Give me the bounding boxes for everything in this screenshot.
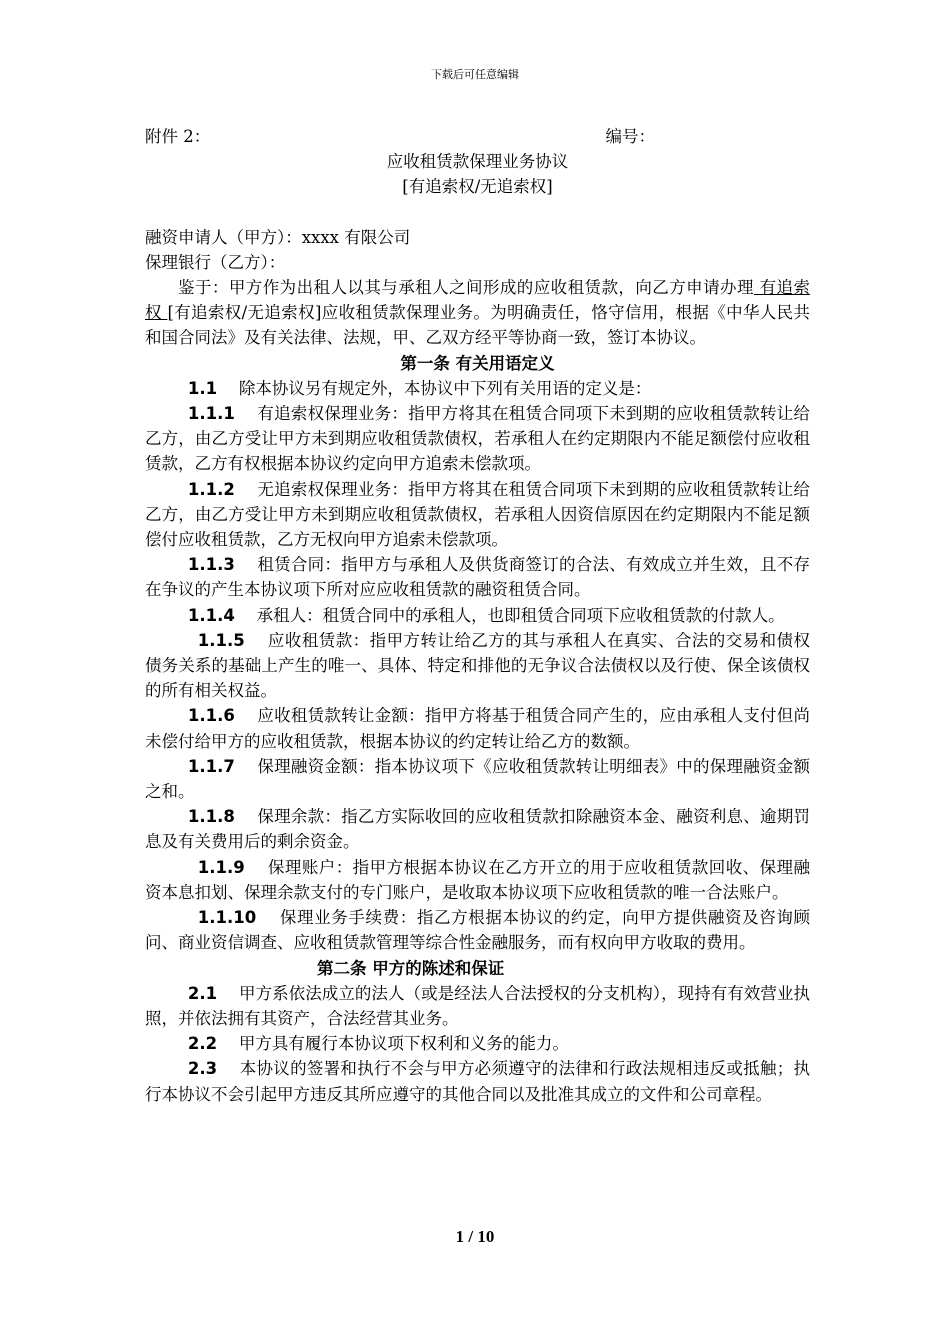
preamble-part-1: 鉴于：甲方作为出租人以其与承租人之间形成的应收租赁款，向乙方申请办理 bbox=[178, 278, 754, 298]
clause-1-1: 1.1 除本协议另有规定外，本协议中下列有关用语的定义是： bbox=[187, 378, 652, 398]
party-b: 保理银行（乙方）： bbox=[145, 252, 286, 272]
clause-1-1-8: 1.1.8 保理余款：指乙方实际收回的应收租赁款扣除融资本金、融资利息、逾期罚息及有关费用后的剩余资金。 bbox=[145, 807, 811, 852]
clause-2-3: 2.3 本协议的签署和执行不会与甲方必须遵守的法律和行政法规相违反或抵触；执行本协议不会引起甲方违反其所应遵守的其他合同以及批准其成立的文件和公司章程。 bbox=[145, 1059, 810, 1104]
article-2-title: 第二条 甲方的陈述和保证 bbox=[317, 958, 505, 978]
clause-1-1-7: 1.1.7 保理融资金额：指本协议项下《应收租赁款转让明细表》中的保理融资金额之和。 bbox=[145, 756, 811, 802]
number-label: 编号： bbox=[605, 127, 655, 146]
clause-1-1-1: 1.1.1 有追索权保理业务：指甲方将其在租赁合同项下未到期的应收租赁款转让给乙方，由乙方受让甲方未到期应收租赁款债权，若承租人在约定期限内不能足额偿付应收租赁款，乙方有权根据本协议约定向甲方追索未偿款项。 bbox=[145, 404, 811, 474]
preamble bbox=[145, 275, 810, 351]
document-body bbox=[145, 124, 810, 1107]
clause-1-1-3: 1.1.3 租赁合同：指甲方与承租人及供货商签订的合法、有效成立并生效，且不存在争议的产生本协议项下所对应应收租赁款的融资租赁合同。 bbox=[145, 555, 811, 600]
preamble-part-2: [有追索权/无追索权]应收租赁款保理业务。为明确责任，恪守信用，根据《中华人民共和国合同法》及有关法律、法规，甲、乙双方经平等协商一致，签订本协议。 bbox=[145, 303, 811, 348]
page-header-note: 下载后可任意编辑 bbox=[431, 68, 519, 81]
clause-2-1: 2.1 甲方系依法成立的法人（或是经法人合法授权的分支机构），现持有有效营业执照，并依法拥有其资产，合法经营其业务。 bbox=[145, 983, 811, 1028]
clause-1-1-10: 1.1.10 保理业务手续费：指乙方根据本协议的约定，向甲方提供融资及咨询顾问、商业资信调查、应收租赁款管理等综合性金融服务，而有权向甲方收取的费用。 bbox=[145, 908, 810, 953]
document-title: 应收租赁款保理业务协议 bbox=[386, 152, 569, 172]
attachment-row bbox=[145, 124, 810, 149]
clause-1-1-4: 1.1.4 承租人：租赁合同中的承租人，也即租赁合同项下应收租赁款的付款人。 bbox=[187, 605, 785, 625]
clause-1-1-9: 1.1.9 保理账户：指甲方根据本协议在乙方开立的用于应收租赁款回收、保理融资本息扣划、保理余款支付的专门账户，是收取本协议项下应收租赁款的唯一合法账户。 bbox=[145, 857, 811, 902]
party-a: 融资申请人（甲方）：xxxx 有限公司 bbox=[145, 227, 411, 247]
page-number: 1 / 10 bbox=[455, 1227, 495, 1246]
attachment-label: 附件 2： bbox=[145, 127, 211, 146]
clause-2-2: 2.2 甲方具有履行本协议项下权利和义务的能力。 bbox=[187, 1034, 569, 1054]
clause-1-1-6: 1.1.6 应收租赁款转让金额：指甲方将基于租赁合同产生的，应由承租人支付但尚未偿付给甲方的应收租赁款，根据本协议的约定转让给乙方的数额。 bbox=[145, 706, 811, 751]
clause-1-1-5: 1.1.5 应收租赁款：指甲方转让给乙方的其与承租人在真实、合法的交易和债权债务关系的基础上产生的唯一、具体、特定和排他的无争议合法债权以及行使、保全该债权的所有相关权益。 bbox=[145, 630, 811, 701]
recourse-blank: 有追索权 bbox=[145, 278, 811, 323]
document-subtitle: [有追索权/无追索权] bbox=[402, 177, 553, 197]
article-1-title: 第一条 有关用语定义 bbox=[400, 353, 555, 373]
clause-1-1-2: 1.1.2 无追索权保理业务：指甲方将其在租赁合同项下未到期的应收租赁款转让给乙方，由乙方受让甲方未到期应收租赁款债权，若承租人因资信原因在约定期限内不能足额偿付应收租赁款，乙方无权向甲方追索未偿款项。 bbox=[145, 479, 811, 550]
